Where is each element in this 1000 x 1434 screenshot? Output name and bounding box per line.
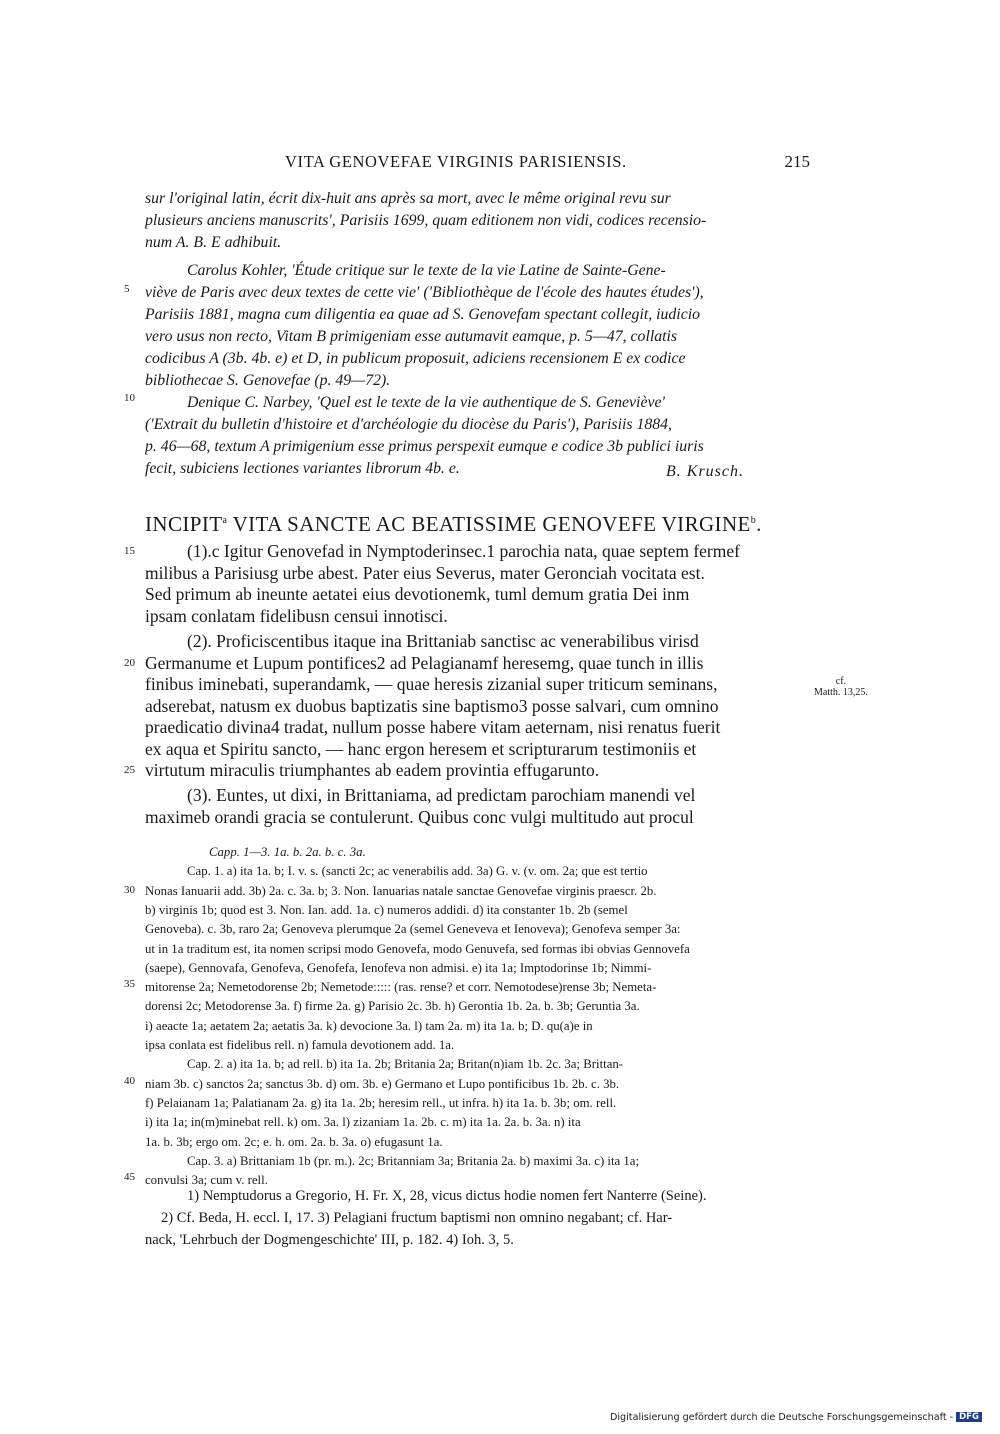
apparatus-line: 1a. b. 3b; ergo om. 2c; e. h. om. 2a. b. 3a. o) efugasunt 1a. — [145, 1134, 443, 1149]
footnote-line: 1) Nemptudorus a Gregorio, H. Fr. X, 28, vicus dictus hodie nomen fert Nanterre (Seine). — [187, 1188, 707, 1204]
intro-line: bibliothecae S. Genovefae (p. 49—72). — [145, 372, 391, 389]
margin-reference — [814, 676, 868, 698]
line-number: 15 — [124, 545, 135, 557]
main-line: maximeb orandi gracia se contulerunt. Quibus conc vulgi multitudo aut procul — [145, 806, 694, 827]
line-number: 5 — [124, 283, 130, 295]
main-line: adserebat, natusm ex duobus baptizatis sine baptismo3 posse salvari, cum omnino — [145, 695, 719, 716]
main-line: ipsam conlatam fidelibusn censui innotisci. — [145, 605, 448, 626]
apparatus-line: Capp. 1—3. 1a. b. 2a. b. c. 3a. — [209, 845, 366, 859]
editor-signature: B. Krusch. — [666, 463, 744, 480]
margin-reference-citation: Matth. 13,25. — [814, 687, 868, 698]
apparatus-line: ut in 1a traditum est, ita nomen scripsi modo Genovefa, modo Genuvefa, sed formas ibi obvias Gennovefa — [145, 941, 690, 956]
digitization-footer — [610, 1412, 982, 1423]
apparatus-line: f) Pelaianam 1a; Palatianam 2a. g) ita 1a. 2b; heresim rell., ut infra. h) ita 1a. b. 3b; om. rell. — [145, 1095, 617, 1110]
line-number: 25 — [124, 764, 135, 776]
intro-line: Denique C. Narbey, 'Quel est le texte de la vie authentique de S. Geneviève' — [187, 394, 665, 411]
section-heading — [145, 512, 762, 537]
intro-line: sur l'original latin, écrit dix-huit ans après sa mort, avec le même original revu sur — [145, 190, 671, 207]
footnote-line: nack, 'Lehrbuch der Dogmengeschichte' III, p. 182. 4) Ioh. 3, 5. — [145, 1232, 514, 1248]
line-number: 40 — [124, 1075, 135, 1087]
apparatus-line: i) aeacte 1a; aetatem 2a; aetatis 3a. k) devocione 3a. l) tam 2a. m) ita 1a. b; D. qu(a)e in — [145, 1018, 593, 1033]
apparatus-line: niam 3b. c) sanctos 2a; sanctus 3b. d) om. 3b. e) Germano et Lupo pontificibus 1b. 2b. c. 3b. — [145, 1076, 620, 1091]
apparatus-line: b) virginis 1b; quod est 3. Non. Ian. add. 1a. c) numeros addidi. d) ita constanter 1b. 2b (semel — [145, 902, 628, 917]
intro-line: ('Extrait du bulletin d'histoire et d'archéologie du diocèse du Paris'), Parisiis 1884, — [145, 416, 672, 433]
main-line: virtutum miraculis triumphantes ab eadem provintia effugarunto. — [145, 760, 600, 780]
heading-part: . — [756, 512, 762, 536]
intro-line: Carolus Kohler, 'Étude critique sur le texte de la vie Latine de Sainte-Gene- — [187, 262, 666, 279]
intro-line: plusieurs anciens manuscrits', Parisiis 1699, quam editionem non vidi, codices recensio- — [145, 212, 707, 229]
footnote-line: 2) Cf. Beda, H. eccl. I, 17. 3) Pelagiani fructum baptismi non omnino negabant; cf. Har- — [161, 1210, 673, 1226]
heading-part: VITA SANCTE AC BEATISSIME GENOVEFE VIRGINE — [227, 512, 751, 536]
line-number: 10 — [124, 392, 135, 404]
main-line: finibus iminebati, superandamk, — quae heresis zizanial super triticum seminans, — [145, 674, 718, 694]
line-number: 30 — [124, 884, 135, 896]
apparatus-line: Nonas Ianuarii add. 3b) 2a. c. 3a. b; 3. Non. Ianuarias natale sanctae Genovefae virginis praescr. 2b. — [145, 883, 657, 898]
main-line: ex aqua et Spiritu sancto, — hanc ergon heresem et scripturarum testimoniis et — [145, 738, 697, 759]
dfg-logo: DFG — [956, 1412, 982, 1422]
heading-note-a: a — [222, 515, 228, 526]
heading-part: INCIPIT — [145, 512, 223, 536]
apparatus-line: (saepe), Gennovafa, Genofeva, Genofefa, Ienofeva non admisi. e) ita 1a; Imptodorinse 1b; Nimmi- — [145, 960, 652, 975]
line-number: 45 — [124, 1171, 135, 1183]
intro-line: p. 46—68, textum A primigenium esse primus perspexit eumque e codice 3b publici iuris — [145, 438, 704, 455]
main-line: (1).c Igitur Genovefad in Nymptoderinsec.1 parochia nata, quae septem fermef — [187, 541, 740, 561]
main-line: (3). Euntes, ut dixi, in Brittaniama, ad predictam parochiam manendi vel — [187, 785, 696, 805]
apparatus-line: ipsa conlata est fidelibus rell. n) famula devotionem add. 1a. — [145, 1038, 455, 1052]
apparatus-line: Genoveba). c. 3b, raro 2a; Genoveva plerumque 2a (semel Geneveva et Ienoveva); Genofeva semper 3a: — [145, 922, 681, 937]
intro-line: viève de Paris avec deux textes de cette vie' ('Bibliothèque de l'école des hautes études'), — [145, 284, 704, 301]
apparatus-line: Cap. 3. a) Brittaniam 1b (pr. m.). 2c; Britanniam 3a; Britania 2a. b) maximi 3a. c) ita 1a; — [187, 1153, 640, 1168]
main-line: (2). Proficiscentibus itaque ina Brittaniab sanctisc ac venerabilibus virisd — [187, 631, 699, 651]
page-number: 215 — [784, 152, 810, 171]
intro-line: codicibus A (3b. 4b. e) et D, in publicum proposuit, adiciens recensionem E ex codice — [145, 350, 686, 367]
running-title: VITA GENOVEFAE VIRGINIS PARISIENSIS. — [285, 152, 627, 171]
apparatus-line: i) ita 1a; in(m)minebat rell. k) om. 3a. l) zizaniam 1a. 2b. c. m) ita 1a. 2a. b. 3a. n) ita — [145, 1115, 581, 1130]
intro-line: fecit, subiciens lectiones variantes librorum 4b. e. — [145, 460, 460, 477]
heading-note-b: b — [750, 515, 757, 526]
apparatus-line: mitorense 2a; Nemetodorense 2b; Nemetode::::: (ras. rense? et corr. Nemotodese)rense 3b; Nemeta- — [145, 980, 657, 995]
apparatus-line: convulsi 3a; cum v. rell. — [145, 1173, 268, 1188]
apparatus-line: dorensi 2c; Metodorense 3a. f) firme 2a. g) Parisio 2c. 3b. h) Gerontia 1b. 2a. b. 3b; Geruntia 3a. — [145, 999, 640, 1014]
intro-line: num A. B. E adhibuit. — [145, 234, 282, 251]
line-number: 35 — [124, 978, 135, 990]
apparatus-line: Cap. 2. a) ita 1a. b; ad rell. b) ita 1a. 2b; Britania 2a; Britan(n)iam 1b. 2c. 3a; Brittan- — [187, 1057, 624, 1072]
main-line: praedicatio divina4 tradat, nullum posse habere vitam aeternam, nisi renatus fuerit — [145, 717, 721, 737]
apparatus-line: Cap. 1. a) ita 1a. b; I. v. s. (sancti 2c; ac venerabilis add. 3a) G. v. (v. om. 2a; que est tertio — [187, 864, 648, 879]
main-line: Germanume et Lupum pontifices2 ad Pelagianamf heresemg, quae tunch in illis — [145, 652, 704, 673]
intro-line: vero usus non recto, Vitam B primigeniam esse autumavit eamque, p. 5—47, collatis — [145, 328, 678, 345]
intro-line: Parisiis 1881, magna cum diligentia ea quae ad S. Genovefam spectant collegit, iudicio — [145, 306, 700, 323]
main-line: milibus a Parisiusg urbe abest. Pater eius Severus, mater Geronciah vocitata est. — [145, 562, 705, 583]
main-line: Sed primum ab ineunte aetatei eius devotionemk, tuml demum gratia Dei inm — [145, 584, 690, 604]
footer-text: Digitalisierung gefördert durch die Deutsche Forschungsgemeinschaft - — [610, 1412, 954, 1423]
margin-reference-cf: cf. — [835, 676, 847, 687]
line-number: 20 — [124, 657, 135, 669]
running-header — [145, 152, 810, 176]
